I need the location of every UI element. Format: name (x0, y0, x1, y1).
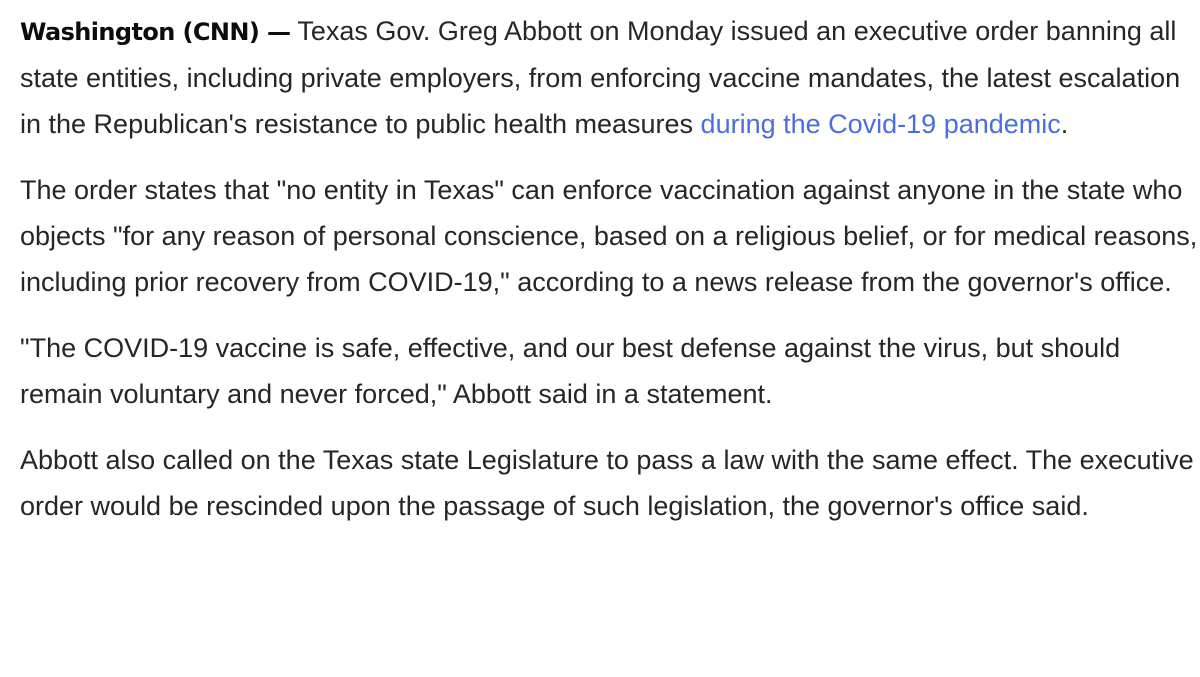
covid-pandemic-link[interactable]: during the Covid-19 pandemic (700, 109, 1061, 139)
paragraph-1-end: . (1060, 109, 1069, 139)
paragraph-2: The order states that "no entity in Texas" can enforce vaccination against anyone in the state who objects "for any reason of personal conscience, based on a religious belief, or for medical reasons, including prior recovery from COVID-19," according to a news release from the governor's office. (20, 175, 1198, 297)
paragraph-1 (20, 8, 1200, 147)
dateline: Washington (CNN) — (20, 18, 291, 46)
paragraph-1-text: Texas Gov. Greg Abbott on Monday issued an executive order banning all state entities, including private employers, from enforcing vaccine mandates, the latest escalation in the Republican's resistance to public health measures (20, 16, 1181, 139)
paragraph-4: Abbott also called on the Texas state Legislature to pass a law with the same effect. The executive order would be rescinded upon the passage of such legislation, the governor's office said. (20, 445, 1194, 521)
paragraph-3: "The COVID-19 vaccine is safe, effective, and our best defense against the virus, but should remain voluntary and never forced," Abbott said in a statement. (20, 333, 1121, 409)
